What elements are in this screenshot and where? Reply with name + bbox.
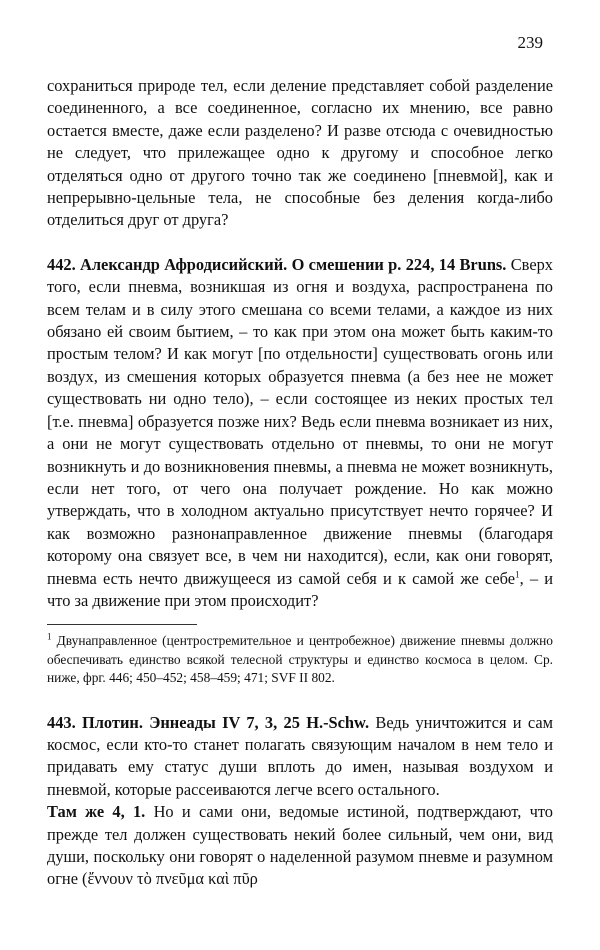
fragment-442 [47, 254, 553, 613]
page-body [47, 75, 553, 891]
footnote [47, 632, 553, 687]
fragment-442-heading: 442. Александр Афродисийский. О смешении p. 224, 14 Bruns. [47, 254, 507, 274]
footnote-marker[interactable]: 1 [515, 569, 520, 580]
footnote-number: 1 [47, 631, 52, 642]
fragment-443b-heading: Там же 4, 1. [47, 802, 146, 822]
paragraph-intro: сохраниться природе тел, если деление представляет собой разделение соединенного, а все соединенное, согласно их мнению, все равно остается вместе, даже если разделено? И разве отсюда с очевидностью не следует, что прилежащее одно к другому и способное легко отделяться одно от другого точно так же соединено [пневмой], как и непрерывно-цельные тела, не способные без деления когда-либо отделиться друг от друга? [47, 76, 553, 230]
fragment-443-text: Ведь уничтожится и сам космос, если кто-то станет полагать связующим началом в нем тело и придавать ему статус души вплоть до имен, называя воздухом и пневмой, которые рассеиваются легче всего остального. [47, 712, 553, 799]
footnote-text: Двунаправленное (центростремительное и центробежное) движение пневмы должно обеспечивать единство всякой телесной структуры и единство космоса в целом. Ср. ниже, фрг. 446; 450–452; 458–459; 471; SVF II 802. [47, 633, 553, 686]
fragment-442-text-a: Сверх того, если пневма, возникшая из огня и воздуха, распространена по всем телам и в силу этого смешана со всеми телами, а каждое из них обязано ей своим бытием, – то как при этом она может быть каким-то простым телом? И как могут [по отдельности] существовать огонь или воздух, из смешения которых образуется пневма (а без нее не может существовать ни одно тело), – если состоящее из неких простых тел [т.е. пневма] образуется позже них? Ведь если пневма возникает из них, а они не могут существовать отдельно от пневмы, то они не могут возникнуть и до возникновения пневмы, а пневма не может возникнуть, если нет того, от чего она получает рождение. Но как можно утверждать, что в холодном актуально присутствует нечто горячее? И как возможно разнонаправленное движение пневмы (благодаря которому она связует все, в чем ни находится), если, как они говорят, пневма есть нечто движущееся из самой себя и к самой же себе [47, 254, 553, 588]
fragment-443b [47, 801, 553, 891]
fragment-442-text-b: , – и что за движение при этом происходит? [47, 568, 553, 610]
fragment-443b-text: Но и сами они, ведомые истиной, подтверждают, что прежде тел должен существовать некий более сильный, чем они, вид души, поскольку они говорят о наделенной разумом пневме и разумном огне (ἔννουν τὸ πνεῦμα καὶ πῦρ [47, 802, 553, 889]
footnote-divider [47, 624, 197, 625]
page-number: 239 [517, 33, 543, 52]
fragment-443-heading: 443. Плотин. Эннеады IV 7, 3, 25 H.-Schw. [47, 712, 370, 732]
fragment-443 [47, 712, 553, 802]
